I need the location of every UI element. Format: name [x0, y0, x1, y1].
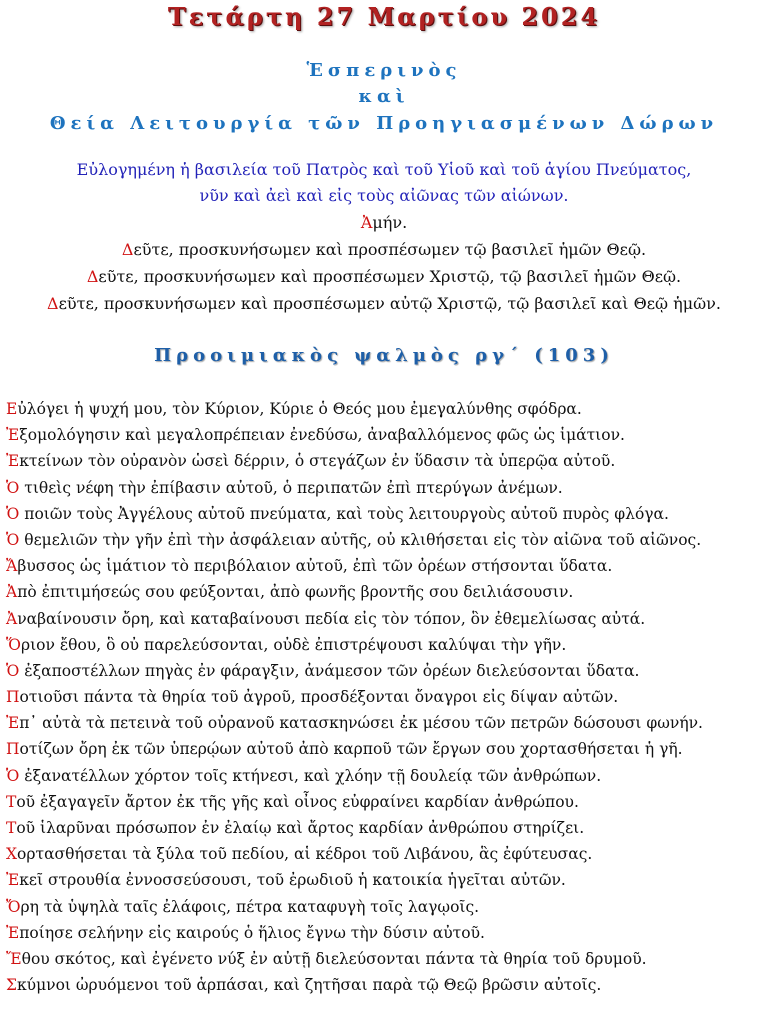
drop-initial: Ἔ [6, 949, 22, 968]
drop-initial: Ἀ [6, 609, 18, 628]
verse-text: ποιῶν τοὺς Ἀγγέλους αὐτοῦ πνεύματα, καὶ τοὺς λειτουργοὺς αὐτοῦ πυρὸς φλόγα. [19, 504, 669, 523]
verse-text: κύμνοι ὠρυόμενοι τοῦ ἁρπάσαι, καὶ ζητῆσαι παρὰ τῷ Θεῷ βρῶσιν αὐτοῖς. [16, 976, 602, 995]
drop-initial: Δ [86, 267, 99, 286]
psalm-verses [6, 397, 764, 999]
psalm-verse [6, 973, 764, 999]
service-title-line-3: Θεία Λειτουργία τῶν Προηγιασμένων Δώρων [49, 113, 719, 134]
verse-text: οτίζων ὄρη ἐκ τῶν ὑπερῴων αὐτοῦ ἀπὸ καρποῦ τῶν ἔργων σου χορτασθήσεται ἡ γῆ. [19, 740, 683, 759]
verse-text: κεῖ στρουθία ἐννοσσεύσουσι, τοῦ ἐρωδιοῦ ἡ κατοικία ἡγεῖται αὐτῶν. [19, 871, 566, 890]
drop-initial: Ὁ [6, 661, 20, 680]
drop-initial: Σ [6, 976, 17, 995]
response-text: εῦτε, προσκυνήσωμεν καὶ προσπέσωμεν τῷ βασιλεῖ ἡμῶν Θεῷ. [133, 240, 647, 259]
verse-text: πὸ ἐπιτιμήσεώς σου φεύξονται, ἀπὸ φωνῆς βροντῆς σου δειλιάσουσιν. [17, 583, 574, 602]
verse-text: ξομολόγησιν καὶ μεγαλοπρέπειαν ἐνεδύσω, ἀναβαλλόμενος φῶς ὡς ἱμάτιον. [19, 426, 625, 445]
drop-initial: Ἄ [6, 557, 18, 576]
verse-text: π᾽ αὐτὰ τὰ πετεινὰ τοῦ οὐρανοῦ κατασκηνώσει ἐκ μέσου τῶν πετρῶν δώσουσι φωνήν. [19, 714, 703, 733]
drop-initial: Δ [121, 240, 134, 259]
response-line-3 [0, 294, 768, 313]
date-heading: Τετάρτη 27 Μαρτίου 2024 [167, 2, 601, 31]
drop-initial: Τ [6, 819, 17, 837]
drop-initial: Ὁ [6, 766, 20, 785]
verse-text: τιθεὶς νέφη τὴν ἐπίβασιν αὐτοῦ, ὁ περιπατῶν ἐπὶ πτερύγων ἀνέμων. [19, 478, 563, 497]
drop-initial: Ε [6, 400, 18, 418]
psalm-verse [6, 764, 764, 790]
response-text: μήν. [372, 213, 408, 232]
blessing-line-2: νῦν καὶ ἀεὶ καὶ εἰς τοὺς αἰῶνας τῶν αἰώνων. [199, 186, 569, 205]
drop-initial: Ἐ [6, 871, 20, 890]
drop-initial: Ὅ [6, 635, 21, 654]
verse-text: οῦ ἐξαγαγεῖν ἄρτον ἐκ τῆς γῆς καὶ οἶνος εὐφραίνει καρδίαν ἀνθρώπου. [16, 792, 579, 811]
psalm-verse [6, 449, 764, 475]
verse-text: ἐξαποστέλλων πηγὰς ἐν φάραγξιν, ἀνάμεσον τῶν ὀρέων διελεύσονται ὕδατα. [19, 661, 640, 680]
response-text: εῦτε, προσκυνήσωμεν καὶ προσπέσωμεν αὐτῷ Χριστῷ, τῷ βασιλεῖ καὶ Θεῷ ἡμῶν. [58, 294, 721, 313]
psalm-verse [6, 947, 764, 973]
drop-initial: Ὄ [6, 897, 21, 916]
drop-initial: Δ [47, 294, 59, 313]
drop-initial: Χ [6, 845, 18, 864]
psalm-verse [6, 895, 764, 921]
verse-text: ναβαίνουσιν ὄρη, καὶ καταβαίνουσι πεδία εἰς τὸν τόπον, ὃν ἐθεμελίωσας αὐτά. [17, 609, 646, 628]
verse-text: κτείνων τὸν οὐρανὸν ὡσεὶ δέρριν, ὁ στεγάζων ἐν ὕδασιν τὰ ὑπερῷα αὐτοῦ. [19, 452, 616, 471]
drop-initial: Ἀ [6, 583, 18, 602]
psalm-verse [6, 790, 764, 816]
verse-text: ορτασθήσεται τὰ ξύλα τοῦ πεδίου, αἱ κέδροι τοῦ Λιβάνου, ἃς ἐφύτευσας. [17, 845, 593, 864]
drop-initial: Ὁ [6, 504, 20, 523]
psalm-verse [6, 816, 764, 842]
drop-initial: Ἐ [6, 923, 20, 942]
psalm-verse [6, 659, 764, 685]
service-title-line-2: καὶ [358, 86, 410, 107]
verse-text: ποίησε σελήνην εἰς καιρούς ὁ ἥλιος ἔγνω τὴν δύσιν αὐτοῦ. [19, 923, 485, 942]
blessing-line-1: Εὐλογημένη ἡ βασιλεία τοῦ Πατρὸς καὶ τοῦ Υἱοῦ καὶ τοῦ ἁγίου Πνεύματος, [76, 160, 692, 179]
response-line-2 [0, 267, 768, 286]
drop-initial: Ἐ [6, 426, 20, 445]
psalm-verse [6, 711, 764, 737]
verse-text: οῦ ἱλαρῦναι πρόσωπον ἐν ἐλαίῳ καὶ ἄρτος καρδίαν ἀνθρώπου στηρίζει. [16, 819, 585, 837]
verse-text: βυσσος ὡς ἱμάτιον τὸ περιβόλαιον αὐτοῦ, ἐπὶ τῶν ὀρέων στήσονται ὕδατα. [17, 557, 613, 576]
psalm-title: Προοιμιακὸς ψαλμὸς ργ´ (103) [154, 345, 614, 366]
psalm-verse [6, 580, 764, 606]
response-amen [0, 213, 768, 232]
psalm-verse [6, 842, 764, 868]
psalm-verse [6, 633, 764, 659]
psalm-verse [6, 554, 764, 580]
psalm-verse [6, 423, 764, 449]
verse-text: θου σκότος, καὶ ἐγένετο νύξ ἐν αὐτῇ διελεύσονται πάντα τὰ θηρία τοῦ δρυμοῦ. [21, 949, 647, 968]
verse-text: ὐλόγει ἡ ψυχή μου, τὸν Κύριον, Κύριε ὁ Θεός μου ἐμεγαλύνθης σφόδρα. [17, 400, 582, 418]
drop-initial: Ὁ [6, 530, 20, 549]
verse-text: ριον ἔθου, ὃ οὐ παρελεύσονται, οὐδὲ ἐπιστρέψουσι καλύψαι τὴν γῆν. [20, 635, 567, 654]
drop-initial: Π [6, 688, 20, 707]
verse-text: θεμελιῶν τὴν γῆν ἐπὶ τὴν ἀσφάλειαν αὐτῆς, οὐ κλιθήσεται εἰς τὸν αἰῶνα τοῦ αἰῶνος. [19, 530, 702, 549]
psalm-verse [6, 397, 764, 423]
psalm-verse [6, 502, 764, 528]
psalm-verse [6, 528, 764, 554]
psalm-verse [6, 607, 764, 633]
verse-text: ἐξανατέλλων χόρτον τοῖς κτήνεσι, καὶ χλόην τῇ δουλείᾳ τῶν ἀνθρώπων. [19, 766, 602, 785]
drop-initial: Ἀ [360, 213, 373, 232]
drop-initial: Τ [6, 792, 17, 811]
psalm-verse [6, 737, 764, 763]
psalm-verse [6, 921, 764, 947]
drop-initial: Ὁ [6, 478, 20, 497]
drop-initial: Ἐ [6, 714, 20, 733]
verse-text: ρη τὰ ὑψηλὰ ταῖς ἐλάφοις, πέτρα καταφυγὴ τοῖς λαγῳοῖς. [20, 897, 480, 916]
response-line-1 [0, 240, 768, 259]
drop-initial: Ἐ [6, 452, 20, 471]
verse-text: οτιοῦσι πάντα τὰ θηρία τοῦ ἀγροῦ, προσδέξονται ὄναγροι εἰς δίψαν αὐτῶν. [19, 688, 619, 707]
psalm-verse [6, 476, 764, 502]
drop-initial: Π [6, 740, 20, 759]
psalm-verse [6, 685, 764, 711]
service-title-line-1: Ἑσπερινὸς [306, 60, 462, 81]
response-text: εῦτε, προσκυνήσωμεν καὶ προσπέσωμεν Χριστῷ, τῷ βασιλεῖ ἡμῶν Θεῷ. [98, 267, 682, 286]
psalm-verse [6, 868, 764, 894]
